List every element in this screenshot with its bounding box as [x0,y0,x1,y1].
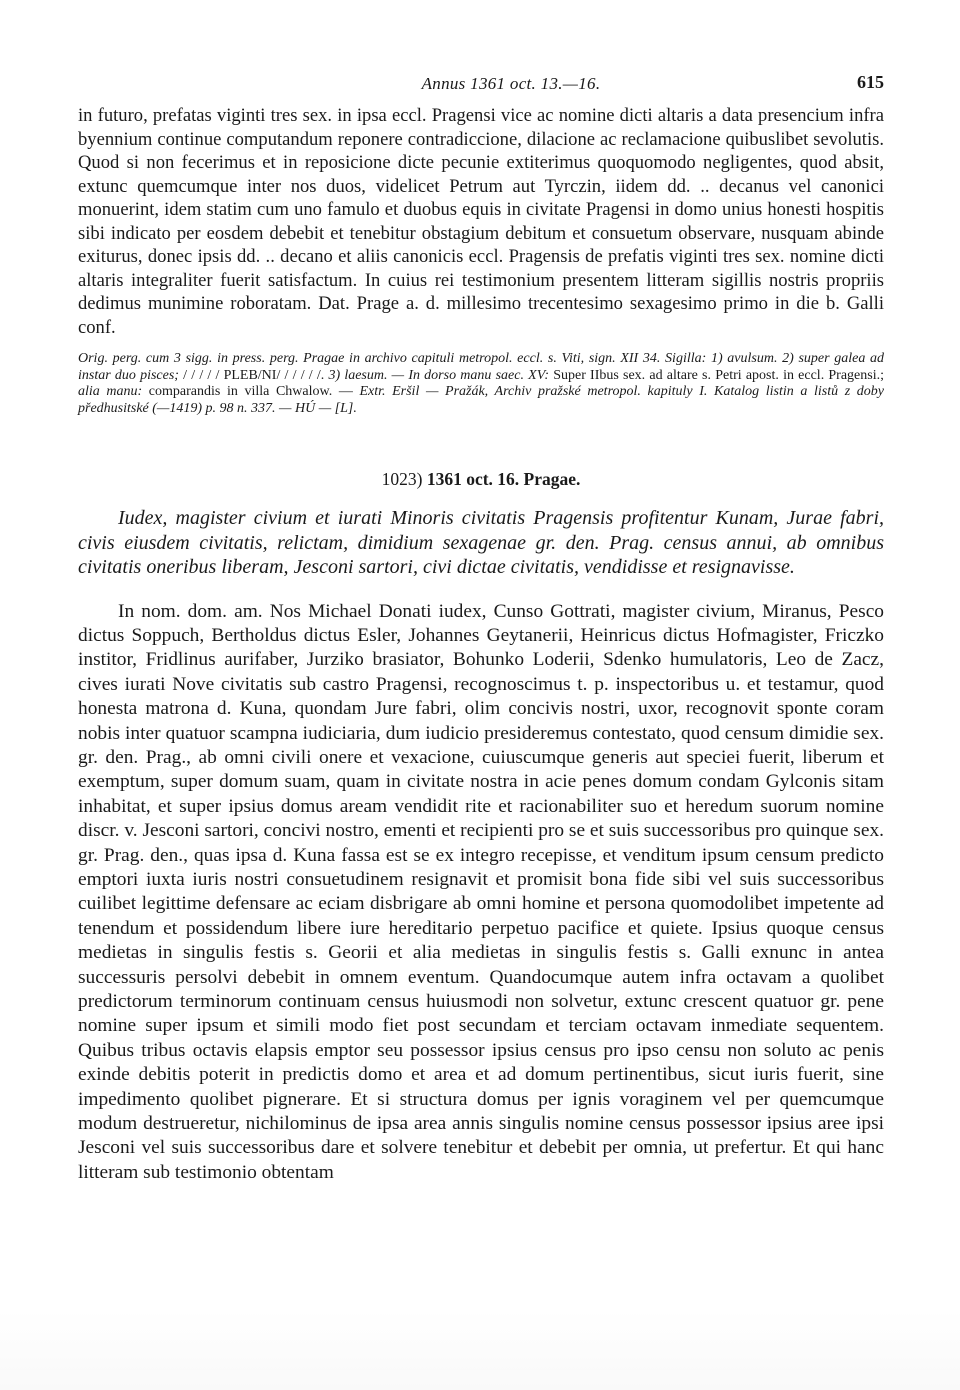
regest-summary: Iudex, magister civium et iurati Minoris civitatis Pragensis profitentur Kunam, Jurae fabri, civis eiusdem civitatis, relictam, dimidium sexagenae gr. den. Prag. census annui, ab omnibus civitatis oneribus liberam, Jesconi sartori, civi dictae civitatis, vendidisse et resignavisse. [78,507,884,578]
note-part-4: Super IIbus sex. ad altare s. Petri apost. in eccl. Pragensi.; [549,367,884,383]
charter-text: In nom. dom. am. Nos Michael Donati iudex, Cunso Gottrati, magister civium, Miranus, Pesco dictus Soppuch, Bertholdus dictus Esler, Johannes Geytanerii, Heinricus dictus Hofmagister, Friczko institor, Fridlinus aurifaber, Jurziko brasiator, Bohunko Loderii, Sdenko humulatoris, Leo de Zacz, cives iurati Nove civitatis sub castro Pragensi, recognoscimus t. p. inspectoribus u. et testamur, quod honesta matrona d. Kuna, quondam Jure fabri, olim concivis nostri, uxor, recognovit sponte coram nobis inter quatuor scampna iudiciaria, dum iudicio presideremus contestato, quod censum dimidie sex. gr. den. Prag., ab omni civili onere et vexacione, cuiuscumque generis aut speciei fuerit, liberum et exemptum, super domum suam, quam in civitate nostra in acie penes domum condam Gylconis sitam inhabitat, et super ipsius domus aream vendidit rite et racionabiliter suo et heredum suorum nomine discr. v. Jesconi sartori, concivi nostro, ementi et recipienti pro se et suis successoribus pro quinque sex. gr. Prag. den., quas ipsa d. Kuna fassa est se ex integro recepisse, et venditum ipsum censum predicto emptori iuxta iuris nostri consuetudinem resignavit et promisit bona fide sibi vel suis successoribus cuilibet legittime defensare ac eciam disbrigare ab omni homine et persona quomodolibet impetente ad tenendum et possidendum libere iure hereditario perpetuo pacifice et quiete. Ipsius quoque census medietas in singulis festis s. Georii et alia medietas in singulis festis s. Galli exnunc in antea successuris persolvi debebit in omnem eventum. Quandocumque autem infra octavam a quolibet predictorum terminorum continuam census huiusmodi non solvetur, extunc crescent quatuor gr. pene nomine super ipsum et simili modo fiet post secundam et terciam octavam inmediate sequentem. Quibus tribus octavis elapsis emptor seu possessor ipsius census pro ipso censu non soluto ac penis exinde debitis poterit in predictis domo et area et ad domum pertinentibus, sicut iuris fuerit, sine impedimento quolibet pignerare. Et si structura domus per ignis voraginem vel per quemcumque modum destrueretur, nichilominus de ipsa area annis singulis nomine census possessor ipsius aree ipsi Jesconi vel suis successoribus dare et solvere tenebitur et debebit per omnia, ut prefertur. Et qui hanc litteram sub testimonio obtentam [78,600,884,1183]
note-part-6: comparandis in villa Chwalow. — [142,384,360,399]
page-bottom-shade [0,1310,960,1390]
document-page [78,70,884,1205]
apparatus-notes [78,351,884,417]
note-part-5: alia manu: [78,384,143,399]
note-part-1: Orig. perg. cum 3 sigg. in press. perg. Pragae in archivo capituli metropol. eccl. s. Viti, sign. XII 34. Sigilla: 1) avulsum. 2) super galea ad instar duo pisces; [78,351,884,383]
note-part-3: 3) laesum. — In dorso manu saec. XV: [328,367,549,383]
document-date-place: 1361 oct. 16. Pragae. [426,469,581,489]
page-number: 615 [857,72,884,92]
document-number: 1023) [381,469,423,489]
note-part-2: / / / / / PLEB/NI/ / / / / /. [178,367,329,383]
note-part-7: Extr. Eršil — Pražák, Archiv pražské metropol. kapituly I. Katalog listin a listů z doby předhusitské (—1419) p. 98 n. 337. — HÚ — [L]. [78,384,884,416]
continuation-paragraph: in futuro, prefatas viginti tres sex. in ipsa eccl. Pragensi vice ac nomine dicti altaris a data presencium infra byennium continue computandum reponere contradiccione, dilacione ac reclamacione quibuslibet sevolutis. Quod si non fecerimus et in reposicione dicte pecunie extiterimus quoquomodo negligentes, quod absit, extunc quemcumque inter nos duos, videlicet Petrum aut Tyrczin, iidem dd. .. decanus vel canonici monuerint, idem statim cum uno famulo et duobus equis in civitate Pragensi in domo unius honesti hospitis sibi indicato per eosdem debebit et tenebitur obstagium debitum et consuetum observare, nusquam abinde exiturus, donec ipsis dd. .. decano et aliis canonicis eccl. Pragensis de prefatis viginti tres sex. nomine dicti altaris integraliter fuerit satisfactum. In cuius rei testimonium presentem litteram sigillis nostris propriis dedimus munimine roboratam. Dat. Prage a. d. millesimo trecentesimo sexagesimo primo in die b. Galli conf. [78,105,884,338]
document-heading [78,469,884,490]
running-title: Annus 1361 oct. 13.—16. [421,74,601,93]
running-head [78,70,884,104]
